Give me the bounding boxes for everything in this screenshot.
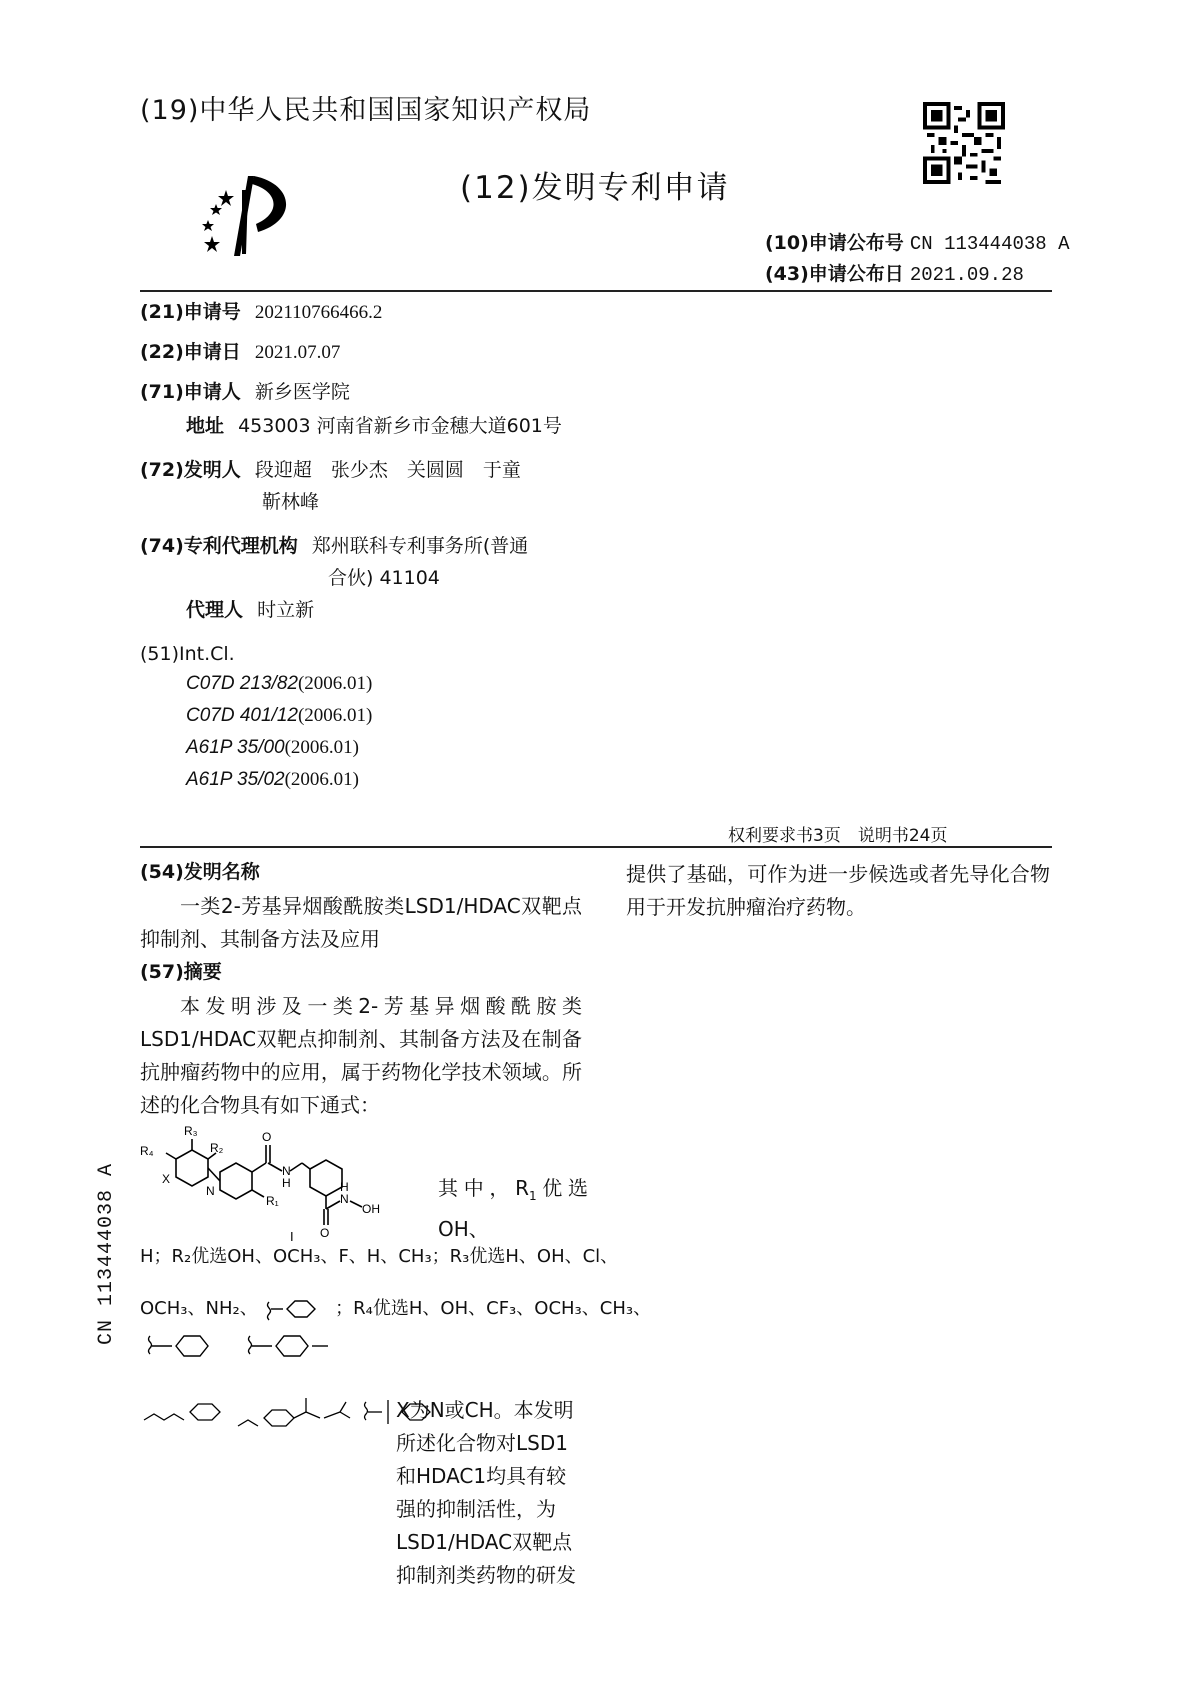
applicant: 新乡医学院 [254, 381, 350, 403]
abstract-paragraph-6: X为N或CH。本发明所述化合物对LSD1和HDAC1均具有较强的抑制活性，为LSD1/HDAC双靶点抑制剂类药物的研发 [396, 1398, 576, 1587]
atom-r1: R₁ [266, 1194, 279, 1208]
abstract-label [140, 958, 222, 986]
publication-date-line [765, 259, 1024, 286]
applicant-label: (71)申请人 [140, 381, 241, 403]
app-date-row [140, 338, 340, 367]
atom-o-carbonyl: O [320, 1226, 330, 1240]
abstract-paragraph-2: 其中，$R_1$优选OH、 [438, 1176, 588, 1241]
abstract-p4-part-b: ；R₄优选H、OH、CF₃、OCH₃、CH₃、 [335, 1298, 652, 1319]
ipc-version: (2006.01) [284, 769, 360, 790]
abstract-paragraph-4 [140, 1292, 652, 1325]
invention-title: 一类2-芳基异烟酸酰胺类LSD1/HDAC双靶点抑制剂、其制备方法及应用 [140, 894, 582, 951]
publication-number-line [765, 228, 1070, 255]
atom-n-hydroxamic: N [340, 1192, 349, 1206]
atom-o-amide: O [262, 1130, 272, 1144]
abstract-p2-part-a: 其中，R [438, 1176, 529, 1200]
agent-row [186, 596, 314, 624]
abstract-p4-part-a: OCH₃、NH₂、 [140, 1298, 258, 1319]
ipc-entry [186, 704, 372, 727]
address-label: 地址 [186, 415, 225, 437]
ipc-version: (2006.01) [297, 673, 373, 694]
qr-code [923, 102, 1005, 184]
formula-label: I [290, 1229, 294, 1244]
agency-label: (74)专利代理机构 [140, 535, 298, 557]
abstract-continuation: 提供了基础，可作为进一步候选或者先导化合物用于开发抗肿瘤治疗药物。 [626, 862, 1050, 919]
page-count-note: 权利要求书3页 说明书24页 [728, 826, 948, 846]
ipc-version: (2006.01) [284, 737, 360, 758]
atom-h-amide: H [282, 1176, 291, 1190]
ipc-entry [186, 736, 359, 759]
address-row [186, 412, 562, 440]
agency-line2: 合伙) 41104 [328, 567, 440, 589]
ipc-entry [186, 672, 372, 695]
app-no: 202110766466.2 [254, 302, 383, 323]
address: 453003 河南省新乡市金穗大道601号 [238, 415, 562, 437]
applicant-row [140, 378, 350, 406]
ipc-code: A61P 35/02 [186, 769, 285, 790]
atom-n-ring: N [206, 1184, 215, 1198]
abstract-paragraph-1: 本发明涉及一类2-芳基异烟酸酰胺类LSD1/HDAC双靶点抑制剂、其制备方法及在制备抗肿瘤药物中的应用，属于药物化学技术领域。所述的化合物具有如下通式： [140, 994, 582, 1117]
atom-r2: R₂ [210, 1141, 224, 1155]
substituent-structures-row1 [140, 1328, 470, 1368]
inventors-label: (72)发明人 [140, 459, 241, 481]
atom-x: X [162, 1172, 171, 1186]
app-no-label: (21)申请号 [140, 301, 241, 323]
atom-r3: R₃ [184, 1125, 198, 1138]
title-label-text: (54)发明名称 [140, 861, 260, 883]
app-no-row [140, 298, 382, 327]
agent: 时立新 [257, 599, 315, 621]
divider-top [140, 290, 1052, 292]
ipc-code: C07D 401/12 [186, 705, 298, 726]
divider-middle [140, 846, 1052, 848]
cnipa-emblem-logo [196, 170, 316, 260]
ipc-version: (2006.01) [297, 705, 373, 726]
inventors-line1: 段迎超 张少杰 关圆圆 于童 [254, 459, 521, 481]
atom-n-amide: N [282, 1164, 291, 1178]
abstract-label-text: (57)摘要 [140, 961, 222, 983]
general-formula-structure [140, 1125, 438, 1245]
office-name: (19)中华人民共和国国家知识产权局 [140, 95, 592, 126]
atom-r4: R₄ [140, 1144, 154, 1158]
ipc-code: C07D 213/82 [186, 673, 298, 694]
agent-label: 代理人 [186, 599, 244, 621]
inventors-row [140, 456, 521, 484]
atom-h-hydroxamic: H [340, 1180, 349, 1194]
ipc-code: A61P 35/00 [186, 737, 285, 758]
app-date: 2021.07.07 [254, 342, 341, 363]
side-publication-number: CN 113444038 A [95, 1162, 118, 1345]
agency-row [140, 532, 528, 560]
atom-oh: OH [362, 1202, 380, 1216]
pub-date-label: (43)申请公布日 [765, 263, 904, 285]
pub-date: 2021.09.28 [909, 264, 1024, 286]
pub-no-label: (10)申请公布号 [765, 232, 904, 254]
agency-line1: 郑州联科专利事务所(普通 [311, 535, 529, 557]
abstract-p2-part-b: 优选OH、 [438, 1176, 588, 1241]
abstract-paragraph-3: H；R₂优选OH、OCH₃、F、H、CH₃；R₃优选H、OH、Cl、 [140, 1246, 619, 1267]
morpholino-structure [263, 1296, 329, 1322]
intcl-label: (51)Int.Cl. [140, 643, 235, 665]
inventors-line2: 靳林峰 [262, 491, 320, 513]
app-date-label: (22)申请日 [140, 341, 241, 363]
title-label [140, 858, 260, 886]
ipc-entry [186, 768, 359, 791]
document-type: (12)发明专利申请 [460, 170, 730, 206]
pub-no: CN 113444038 A [909, 233, 1070, 255]
